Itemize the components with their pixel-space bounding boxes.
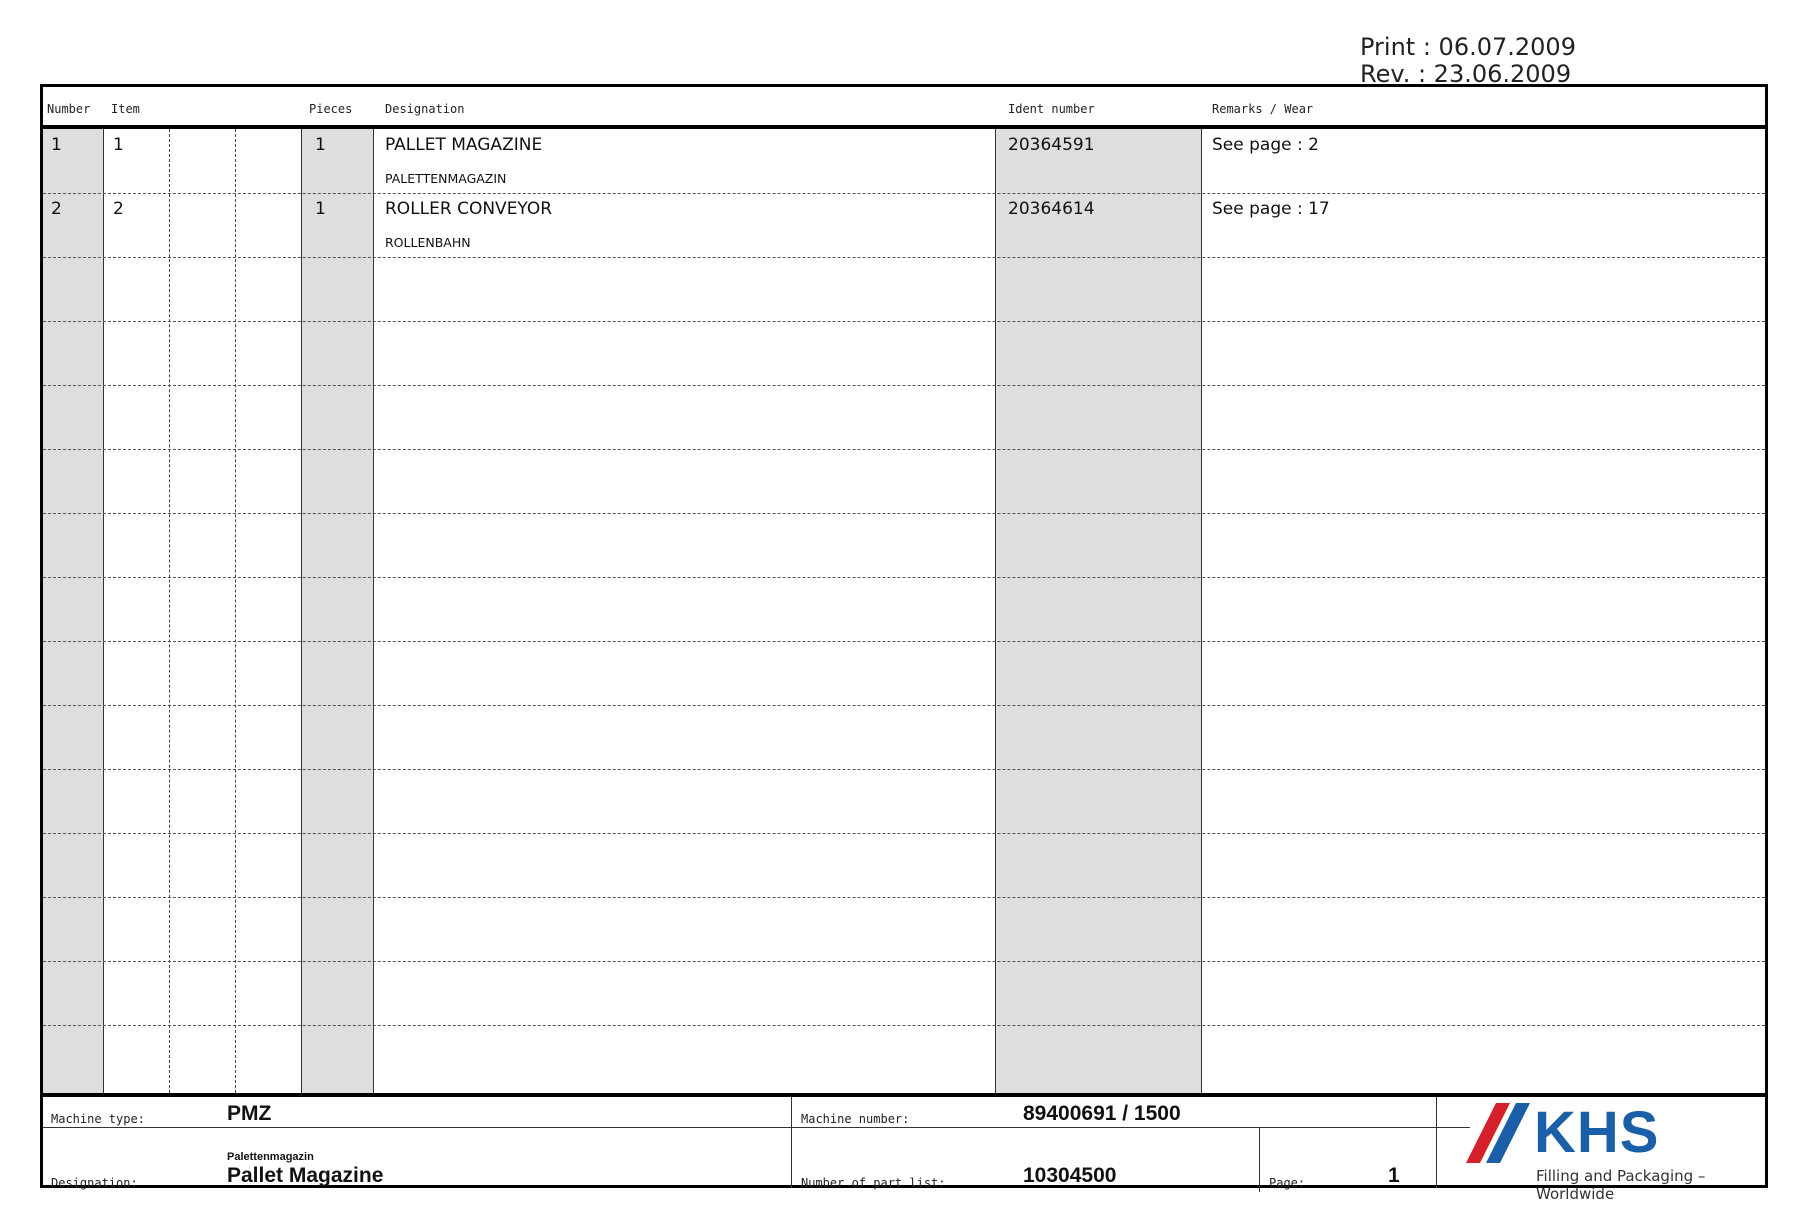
row-ident-number: 20364591 [1008, 135, 1095, 155]
row-designation: ROLLER CONVEYOR [385, 199, 553, 219]
row-divider [43, 833, 1765, 834]
column-divider-dashed [169, 129, 170, 1093]
khs-tagline: Filling and Packaging – Worldwide [1536, 1167, 1706, 1203]
khs-logo-text: KHS [1534, 1100, 1660, 1165]
row-divider [43, 449, 1765, 450]
machine-number-value: 89400691 / 1500 [1023, 1102, 1181, 1125]
row-designation-german: PALETTENMAGAZIN [385, 171, 507, 186]
print-date: Print : 06.07.2009 [1360, 33, 1576, 61]
ident-column-shade [995, 129, 1201, 1093]
title-block-divider [791, 1097, 792, 1188]
col-header-remarks: Remarks / Wear [1212, 102, 1314, 116]
row-divider [43, 577, 1765, 578]
designation-german-value: Palettenmagazin [227, 1151, 314, 1163]
row-remarks: See page : 2 [1212, 135, 1319, 155]
row-item: 1 [113, 135, 124, 155]
pieces-column-shade [301, 129, 373, 1093]
parts-list-sheet [40, 84, 1768, 1203]
print-info [1360, 34, 1576, 88]
row-divider [43, 705, 1765, 706]
page-label: Page: [1269, 1176, 1306, 1190]
row-designation-german: ROLLENBAHN [385, 235, 471, 250]
row-number: 1 [51, 135, 62, 155]
column-divider [995, 129, 996, 1093]
khs-logo [1436, 1097, 1771, 1203]
title-block-divider [43, 1127, 1470, 1128]
row-divider [43, 641, 1765, 642]
row-ident-number: 20364614 [1008, 199, 1095, 219]
col-header-designation: Designation [385, 102, 465, 116]
parts-grid [43, 129, 1765, 1093]
part-list-label: Number of part list: [801, 1176, 946, 1190]
row-number: 2 [51, 199, 62, 219]
row-divider [43, 513, 1765, 514]
row-divider [43, 1025, 1765, 1026]
row-pieces: 1 [315, 199, 326, 219]
column-divider [1201, 129, 1202, 1093]
column-divider [373, 129, 374, 1093]
row-item: 2 [113, 199, 124, 219]
row-divider [43, 385, 1765, 386]
machine-type-value: PMZ [227, 1102, 272, 1125]
designation-label: Designation: [51, 1176, 138, 1190]
designation-value: Pallet Magazine [227, 1164, 384, 1187]
col-header-ident-number: Ident number [1008, 102, 1095, 116]
title-block [43, 1093, 1765, 1203]
row-divider [43, 257, 1765, 258]
row-designation: PALLET MAGAZINE [385, 135, 543, 155]
column-header-row [43, 87, 1765, 129]
column-divider [301, 129, 302, 1093]
col-header-number: Number [47, 102, 91, 116]
row-divider [43, 769, 1765, 770]
table-row [43, 129, 1765, 193]
machine-type-label: Machine type: [51, 1112, 145, 1126]
col-header-item: Item [111, 102, 140, 116]
revision-date: Rev. : 23.06.2009 [1360, 60, 1572, 88]
column-divider-dashed [235, 129, 236, 1093]
number-column-shade [43, 129, 103, 1093]
row-remarks: See page : 17 [1212, 199, 1330, 219]
row-divider [43, 961, 1765, 962]
title-block-divider [1259, 1127, 1260, 1192]
machine-number-label: Machine number: [801, 1112, 910, 1126]
column-divider [103, 129, 104, 1093]
table-row [43, 193, 1765, 257]
part-list-value: 10304500 [1023, 1164, 1117, 1187]
row-divider [43, 897, 1765, 898]
row-divider [43, 321, 1765, 322]
page-number: 1 [1388, 1164, 1400, 1187]
row-pieces: 1 [315, 135, 326, 155]
col-header-pieces: Pieces [309, 102, 353, 116]
